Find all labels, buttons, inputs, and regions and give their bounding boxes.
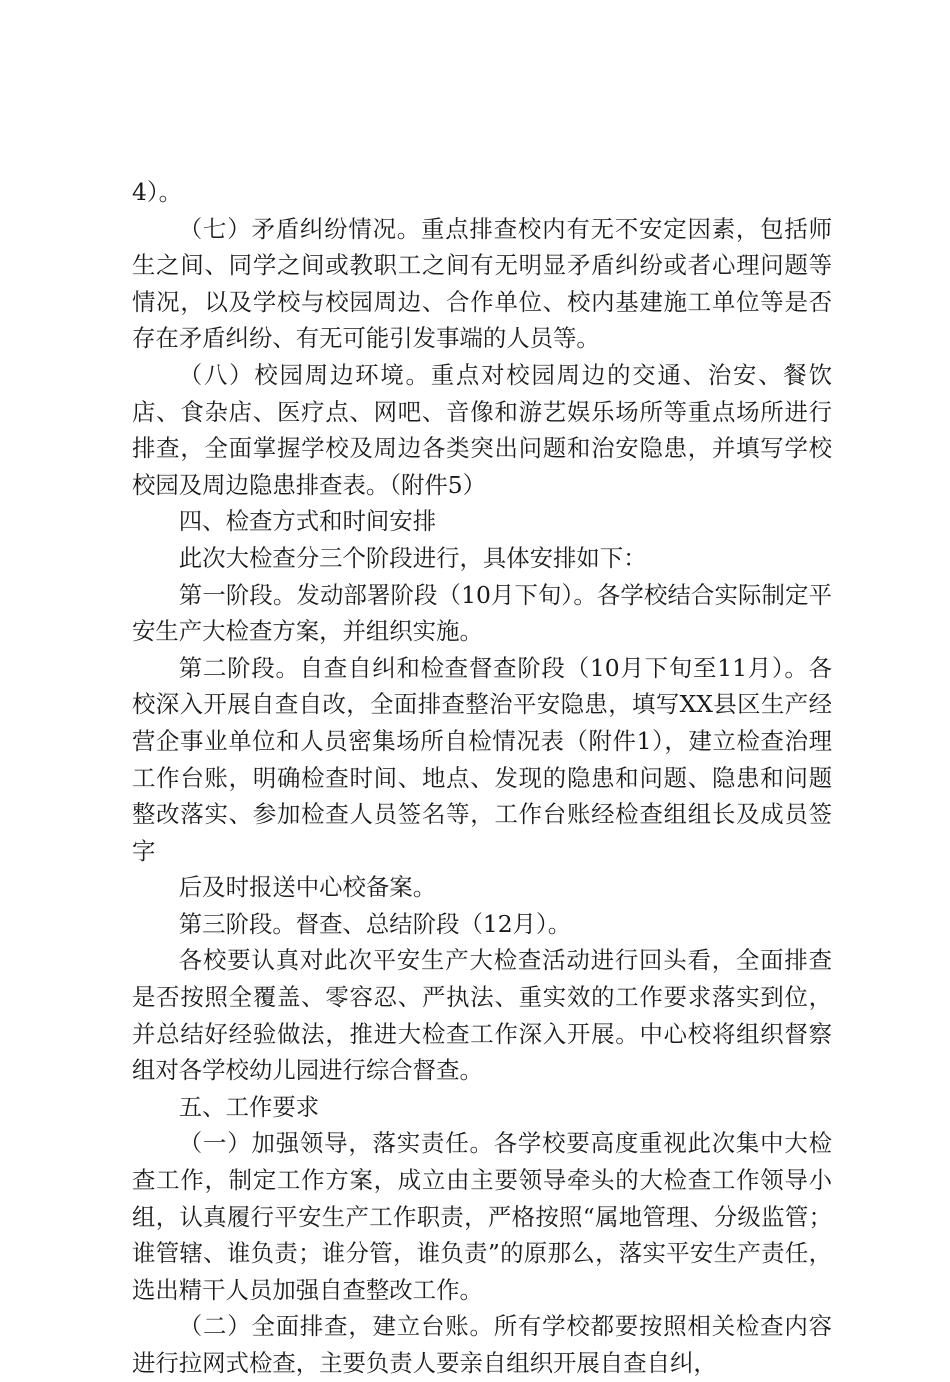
paragraph-stage-three: 第三阶段。督查、总结阶段（12月）。: [178, 909, 572, 938]
section-heading-inspection-method: 四、检查方式和时间安排: [178, 507, 437, 536]
paragraph-review: 各校要认真对此次平安生产大检查活动进行回头看，全面排查是否按照全覆盖、零容忍、严执法、重实效的工作要求落实到位，并总结好经验做法，推进大检查工作深入开展。中心校将组织督察组对各学校幼儿园进行综合督查。: [132, 946, 832, 1085]
paragraph-continuation: 4）。: [132, 178, 182, 206]
paragraph-surroundings: （八）校园周边环境。重点对校园周边的交通、治安、餐饮店、食杂店、医疗点、网吧、音像和游艺娱乐场所等重点场所进行排查，全面掌握学校及周边各类突出问题和治安隐患，并填写学校校园及周边隐患排查表。（附件5）: [132, 360, 832, 499]
paragraph-stage-two: 第二阶段。自查自纠和检查督查阶段（10月下旬至11月）。各校深入开展自查自改，全面排查整治平安隐患，填写XX县区生产经营企事业单位和人员密集场所自检情况表（附件1），建立检查治理工作台账，明确检查时间、地点、发现的隐患和问题、隐患和问题整改落实、参加检查人员签名等，工作台账经检查组组长及成员签字: [132, 653, 832, 865]
paragraph-stage-one: 第一阶段。发动部署阶段（10月下旬）。各学校结合实际制定平安生产大检查方案，并组织实施。: [132, 580, 832, 646]
paragraph-stages-intro: 此次大检查分三个阶段进行，具体安排如下：: [178, 543, 647, 572]
document-body: [132, 174, 832, 1382]
paragraph-conflicts: （七）矛盾纠纷情况。重点排查校内有无不安定因素，包括师生之间、同学之间或教职工之间有无明显矛盾纠纷或者心理问题等情况，以及学校与校园周边、合作单位、校内基建施工单位等是否存在矛盾纠纷、有无可能引发事端的人员等。: [132, 214, 832, 353]
paragraph-ledger: （二）全面排查，建立台账。所有学校都要按照相关检查内容进行拉网式检查，主要负责人要亲自组织开展自查自纠，: [132, 1312, 832, 1377]
section-heading-work-requirements: 五、工作要求: [178, 1092, 320, 1121]
paragraph-leadership: （一）加强领导，落实责任。各学校要高度重视此次集中大检查工作，制定工作方案，成立由主要领导牵头的大检查工作领导小组，认真履行平安生产工作职责，严格按照“属地管理、分级监管；谁管辖、谁负责；谁分管，谁负责”的原那么，落实平安生产责任，选出精干人员加强自查整改工作。: [132, 1129, 832, 1304]
paragraph-stage-two-cont: 后及时报送中心校备案。: [178, 873, 437, 902]
